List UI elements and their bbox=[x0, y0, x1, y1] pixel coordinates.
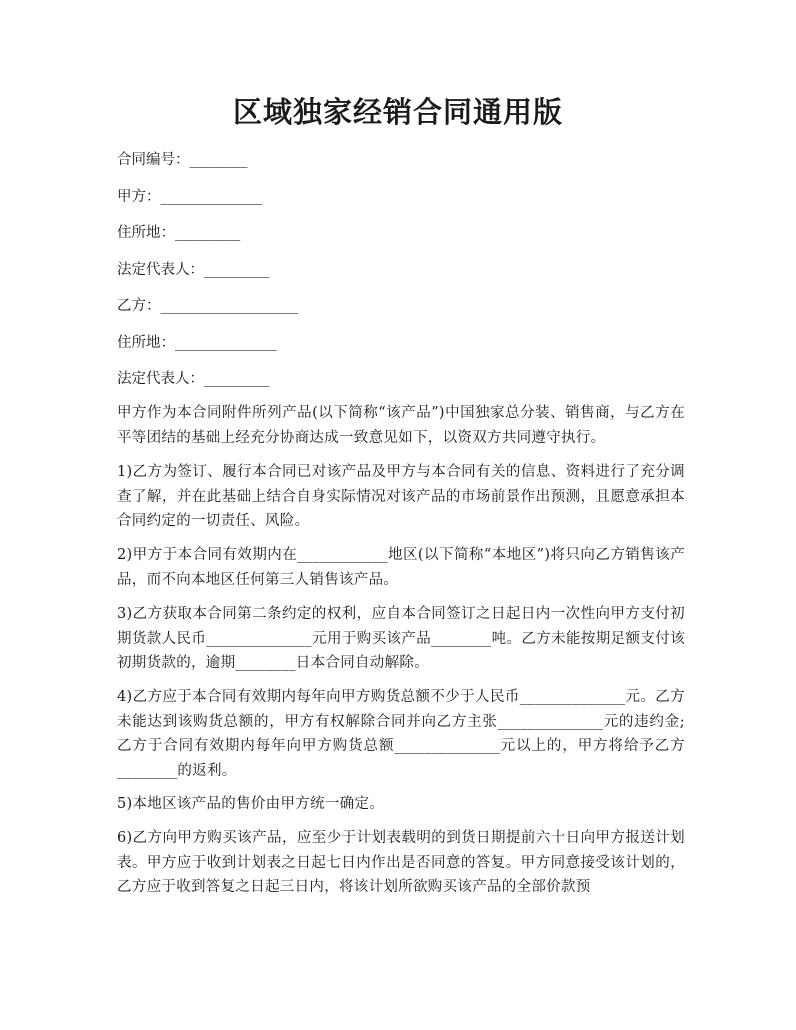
party-b-field: 乙方：___________________ bbox=[117, 298, 299, 314]
clause-4-paragraph: 4)乙方应于本合同有效期内每年向甲方购货总额不少于人民币______________元。乙方未能达到该购货总额的，甲方有权解除合同并向乙方主张______________元的违约金;乙方于合同有效期内每年向甲方购货总额______________元以上的，甲方将给予乙方________的返利。 bbox=[117, 689, 685, 779]
preamble-paragraph: 甲方作为本合同附件所列产品(以下简称“该产品”)中国独家总分装、销售商，与乙方在平等团结的基础上经充分协商达成一致意见如下，以资双方共同遵守执行。 bbox=[117, 405, 685, 446]
party-b-representative-field: 法定代表人：_________ bbox=[117, 371, 270, 387]
document-title: 区域独家经销合同通用版 bbox=[232, 95, 563, 129]
clause-2-paragraph: 2)甲方于本合同有效期内在____________地区(以下简称“本地区”)将只向乙方销售该产品，而不向本地区任何第三人销售该产品。 bbox=[117, 547, 685, 588]
party-b-address-field: 住所地：______________ bbox=[117, 335, 277, 351]
clause-5-paragraph: 5)本地区该产品的售价由甲方统一确定。 bbox=[117, 796, 385, 812]
clause-1-paragraph: 1)乙方为签订、履行本合同已对该产品及甲方与本合同有关的信息、资料进行了充分调查了解，并在此基础上结合自身实际情况对该产品的市场前景作出预测，且愿意承担本合同约定的一切责任、风险。 bbox=[117, 464, 685, 529]
clause-3-paragraph: 3)乙方获取本合同第二条约定的权利，应自本合同签订之日起日内一次性向甲方支付初期货款人民币______________元用于购买该产品________吨。乙方未能按期足额支付该初期货款的，逾期________日本合同自动解除。 bbox=[117, 606, 685, 671]
party-a-representative-field: 法定代表人：_________ bbox=[117, 262, 270, 278]
clause-6-paragraph: 6)乙方向甲方购买该产品，应至少于计划表载明的到货日期提前六十日向甲方报送计划表。甲方应于收到计划表之日起七日内作出是否同意的答复。甲方同意接受该计划的，乙方应于收到答复之日起三日内，将该计划所欲购买该产品的全部价款预 bbox=[117, 830, 685, 895]
contract-number-field: 合同编号：________ bbox=[117, 152, 248, 168]
party-a-address-field: 住所地：_________ bbox=[117, 225, 241, 241]
party-a-field: 甲方：______________ bbox=[117, 189, 262, 205]
